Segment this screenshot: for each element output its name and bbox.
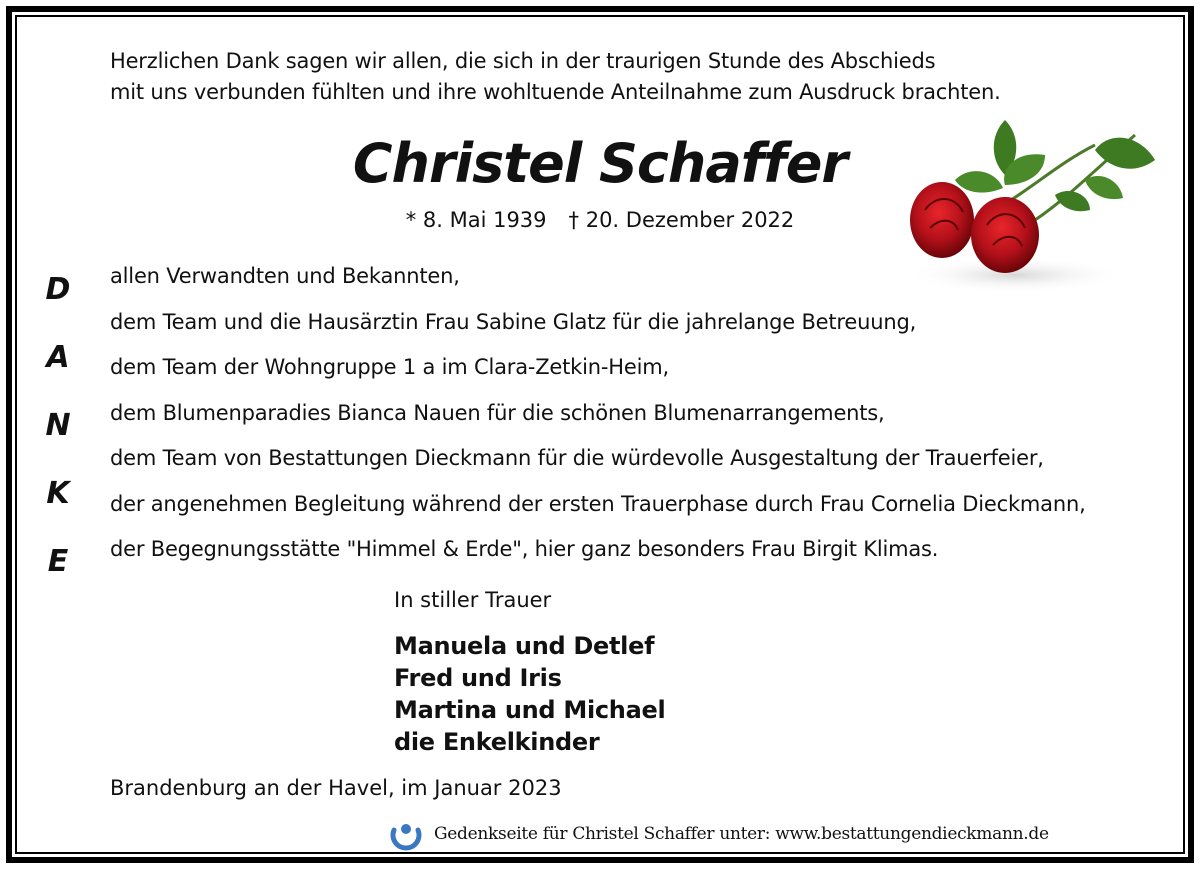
thanks-line: dem Team von Bestattungen Dieckmann für die würdevolle Ausgestaltung der Trauerfeier, bbox=[110, 446, 1044, 470]
thanks-line: dem Team und die Hausärztin Frau Sabine Glatz für die jahrelange Betreuung, bbox=[110, 309, 917, 334]
memorial-footer bbox=[388, 816, 1049, 852]
intro-text bbox=[110, 46, 1001, 108]
family-line: Manuela und Detlef bbox=[394, 632, 655, 660]
thanks-line: der Begegnungsstätte "Himmel & Erde", hier ganz besonders Frau Birgit Klimas. bbox=[110, 537, 939, 561]
family-line: die Enkelkinder bbox=[394, 728, 600, 756]
family-line: Fred und Iris bbox=[394, 664, 562, 692]
family-line: Martina und Michael bbox=[394, 696, 666, 724]
danke-letter: A bbox=[46, 340, 70, 375]
thanks-line: dem Team der Wohngruppe 1 a im Clara-Zetkin-Heim, bbox=[110, 355, 669, 379]
family-signatures bbox=[394, 630, 665, 758]
danke-letter: E bbox=[47, 544, 69, 579]
thanks-line: der angenehmen Begleitung während der ersten Trauerphase durch Frau Cornelia Dieckmann, bbox=[110, 491, 1086, 516]
deceased-name: Christel Schaffer bbox=[352, 132, 848, 195]
danke-letter: K bbox=[46, 476, 70, 511]
thanks-list bbox=[110, 254, 1086, 573]
birth-date: * 8. Mai 1939 bbox=[405, 208, 547, 232]
thanks-line: allen Verwandten und Bekannten, bbox=[110, 264, 460, 288]
danke-letter: N bbox=[45, 408, 71, 443]
memorial-logo-icon bbox=[388, 816, 424, 852]
thanks-line: dem Blumenparadies Bianca Nauen für die schönen Blumenarrangements, bbox=[110, 400, 885, 425]
death-date: † 20. Dezember 2022 bbox=[568, 208, 795, 232]
mourning-phrase: In stiller Trauer bbox=[394, 588, 552, 612]
danke-vertical bbox=[40, 256, 76, 596]
intro-line-2: mit uns verbunden fühlten und ihre wohltuende Anteilnahme zum Ausdruck brachten. bbox=[110, 80, 1001, 104]
place-date: Brandenburg an der Havel, im Januar 2023 bbox=[110, 776, 562, 800]
danke-letter: D bbox=[45, 272, 71, 307]
intro-line-1: Herzlichen Dank sagen wir allen, die sich in der traurigen Stunde des Abschieds bbox=[110, 49, 936, 73]
memorial-link-text[interactable]: Gedenkseite für Christel Schaffer unter: www.bestattungendieckmann.de bbox=[434, 824, 1049, 844]
